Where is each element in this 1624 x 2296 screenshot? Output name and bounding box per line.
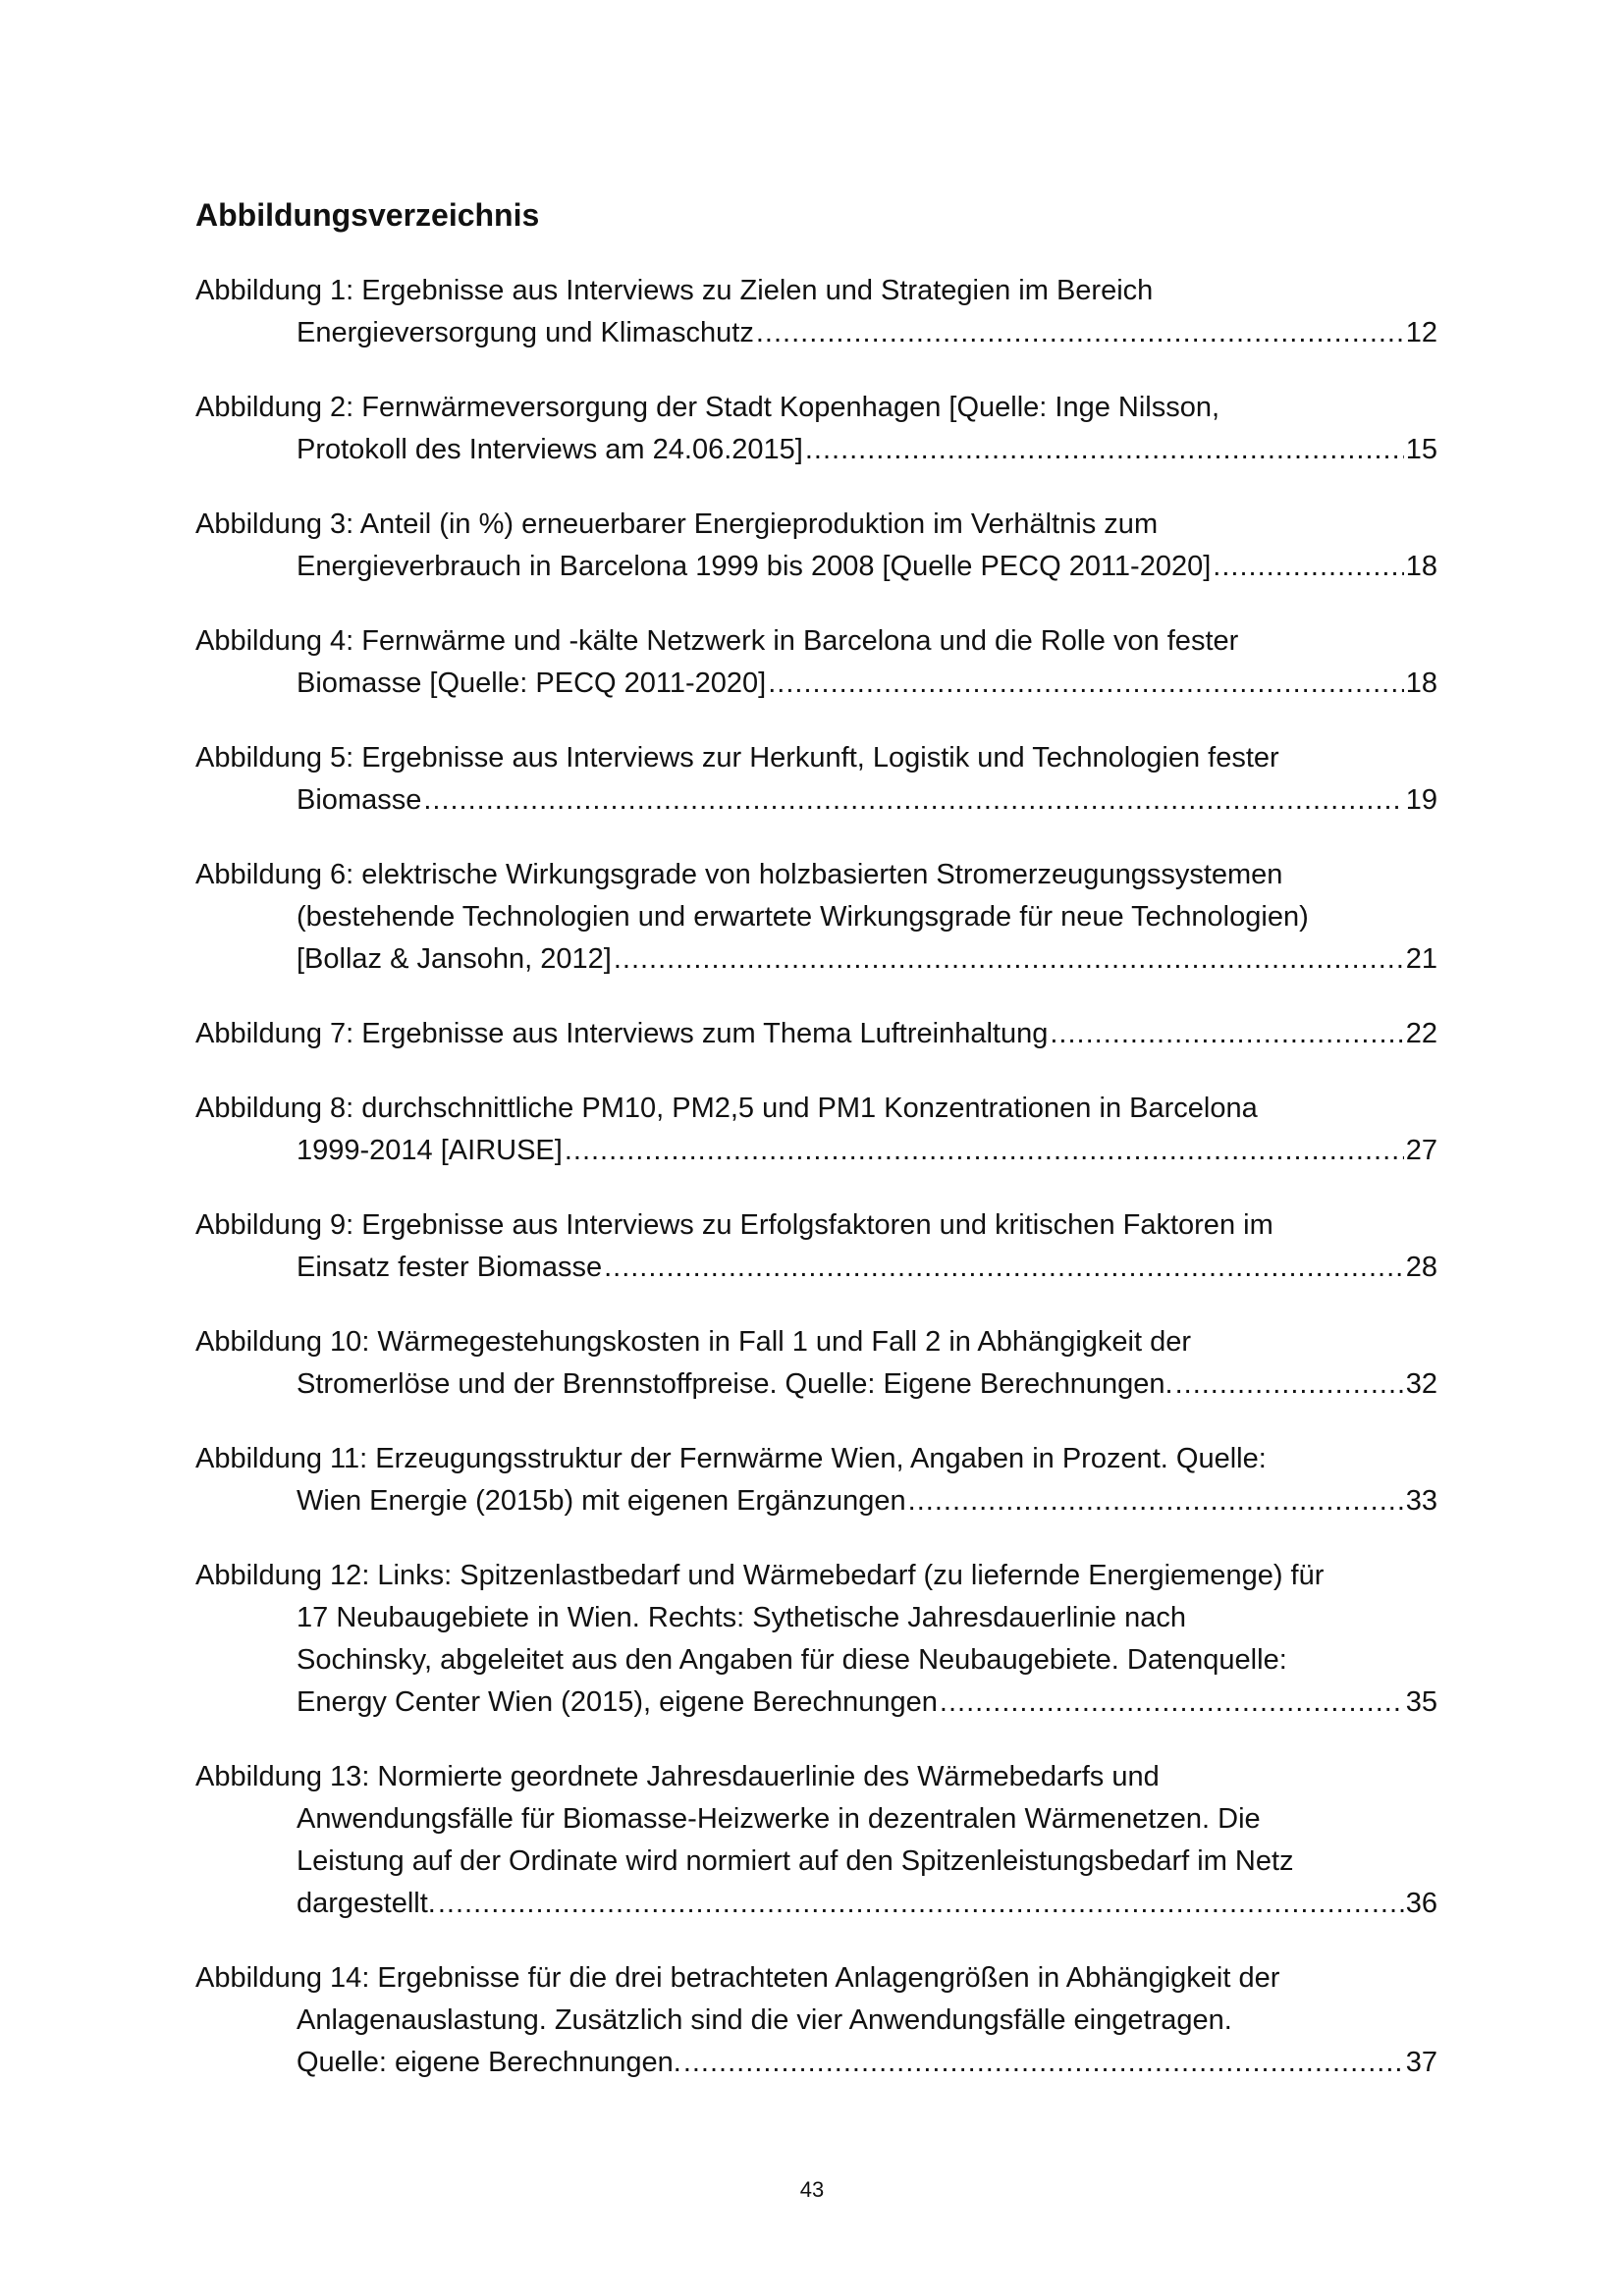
figure-entry[interactable] <box>195 737 1437 822</box>
figure-entry-lastline <box>195 546 1437 588</box>
figure-entry-lastline <box>195 1363 1437 1406</box>
figure-entry-lastline <box>195 1247 1437 1289</box>
dot-leader <box>908 1480 1404 1522</box>
dot-leader <box>768 663 1404 705</box>
figure-entry-text: [Bollaz & Jansohn, 2012] <box>297 943 612 975</box>
figure-page-number[interactable]: 22 <box>1405 1018 1437 1049</box>
figure-entry[interactable] <box>195 1321 1437 1406</box>
figure-entry-text: Energy Center Wien (2015), eigene Berechnungen <box>297 1686 938 1718</box>
figure-entry-line: Abbildung 10: Wärmegestehungskosten in Fall 1 und Fall 2 in Abhängigkeit der <box>195 1326 1192 1358</box>
figure-entry-line: Abbildung 14: Ergebnisse für die drei betrachteten Anlagengrößen in Abhängigkeit der <box>195 1962 1280 1994</box>
figure-page-number[interactable]: 36 <box>1405 1888 1437 1919</box>
figure-entry-line: Abbildung 11: Erzeugungsstruktur der Fernwärme Wien, Angaben in Prozent. Quelle: <box>195 1443 1267 1474</box>
figure-entry-line: Abbildung 8: durchschnittliche PM10, PM2,5 und PM1 Konzentrationen in Barcelona <box>195 1093 1258 1124</box>
figure-entry[interactable] <box>195 1438 1437 1522</box>
dot-leader <box>423 779 1403 822</box>
document-page <box>195 191 1437 2116</box>
figure-entry-line: 17 Neubaugebiete in Wien. Rechts: Sythetische Jahresdauerlinie nach <box>297 1602 1186 1633</box>
figure-entry-text: 1999-2014 [AIRUSE] <box>297 1135 563 1166</box>
figure-entry[interactable] <box>195 270 1437 354</box>
figure-page-number[interactable]: 18 <box>1405 667 1437 699</box>
figure-entry[interactable] <box>195 504 1437 588</box>
figure-entry-text: Biomasse [Quelle: PECQ 2011-2020] <box>297 667 767 699</box>
figure-entry-text: dargestellt. <box>297 1888 436 1919</box>
figure-entry[interactable] <box>195 1555 1437 1724</box>
figure-entry-line: Abbildung 3: Anteil (in %) erneuerbarer Energieproduktion im Verhältnis zum <box>195 508 1159 540</box>
dot-leader <box>940 1682 1404 1724</box>
dot-leader <box>1175 1363 1404 1406</box>
figure-page-number[interactable]: 37 <box>1405 2047 1437 2078</box>
dot-leader <box>614 938 1404 981</box>
figure-entry-text: Energieverbrauch in Barcelona 1999 bis 2008 [Quelle PECQ 2011-2020] <box>297 551 1212 582</box>
figure-entry[interactable] <box>195 1013 1437 1055</box>
figure-entry-lastline <box>195 779 1437 822</box>
figure-entry-line: Leistung auf der Ordinate wird normiert auf den Spitzenleistungsbedarf im Netz <box>297 1845 1294 1877</box>
figure-entry-line: Abbildung 9: Ergebnisse aus Interviews zu Erfolgsfaktoren und kritischen Faktoren im <box>195 1209 1273 1241</box>
figure-entry-text: Biomasse <box>297 784 422 816</box>
figure-list <box>195 270 1437 2084</box>
figure-page-number[interactable]: 28 <box>1405 1252 1437 1283</box>
figure-entry-line: Anlagenauslastung. Zusätzlich sind die vier Anwendungsfälle eingetragen. <box>297 2004 1232 2036</box>
figure-entry-line: Abbildung 5: Ergebnisse aus Interviews zur Herkunft, Logistik und Technologien fester <box>195 742 1279 774</box>
figure-entry-lastline <box>195 2042 1437 2084</box>
dot-leader <box>805 429 1404 471</box>
figure-entry-text: Einsatz fester Biomasse <box>297 1252 603 1283</box>
figure-entry-lastline <box>195 1480 1437 1522</box>
dot-leader <box>604 1247 1404 1289</box>
figure-entry-line: Abbildung 13: Normierte geordnete Jahresdauerlinie des Wärmebedarfs und <box>195 1761 1160 1792</box>
figure-entry-text: Protokoll des Interviews am 24.06.2015] <box>297 434 803 465</box>
figure-entry-lastline <box>195 1883 1437 1925</box>
figure-entry-text: Energieversorgung und Klimaschutz <box>297 317 754 348</box>
figure-entry[interactable] <box>195 854 1437 981</box>
figure-entry[interactable] <box>195 387 1437 471</box>
figure-entry[interactable] <box>195 1756 1437 1925</box>
figure-entry-lastline <box>195 1682 1437 1724</box>
page-heading: Abbildungsverzeichnis <box>195 197 540 233</box>
figure-page-number[interactable]: 21 <box>1405 943 1437 975</box>
figure-entry[interactable] <box>195 1088 1437 1172</box>
figure-entry-line: (bestehende Technologien und erwartete Wirkungsgrade für neue Technologien) <box>297 901 1309 933</box>
figure-page-number[interactable]: 35 <box>1405 1686 1437 1718</box>
figure-page-number[interactable]: 15 <box>1405 434 1437 465</box>
figure-page-number[interactable]: 18 <box>1405 551 1437 582</box>
dot-leader <box>1050 1013 1403 1055</box>
figure-entry[interactable] <box>195 1957 1437 2084</box>
dot-leader <box>756 312 1404 354</box>
figure-entry-lastline <box>195 1130 1437 1172</box>
figure-entry-line: Sochinsky, abgeleitet aus den Angaben für diese Neubaugebiete. Datenquelle: <box>297 1644 1287 1676</box>
figure-entry-text: Wien Energie (2015b) mit eigenen Ergänzungen <box>297 1485 906 1517</box>
page-number: 43 <box>799 2177 825 2202</box>
figure-page-number[interactable]: 19 <box>1405 784 1437 816</box>
figure-page-number[interactable]: 33 <box>1405 1485 1437 1517</box>
figure-page-number[interactable]: 27 <box>1405 1135 1437 1166</box>
figure-entry-line: Abbildung 6: elektrische Wirkungsgrade von holzbasierten Stromerzeugungssystemen <box>195 859 1283 890</box>
figure-page-number[interactable]: 32 <box>1405 1368 1437 1400</box>
figure-entry-lastline <box>195 663 1437 705</box>
figure-entry-line: Abbildung 12: Links: Spitzenlastbedarf und Wärmebedarf (zu liefernde Energiemenge) für <box>195 1560 1325 1591</box>
figure-entry-text: Quelle: eigene Berechnungen. <box>297 2047 681 2078</box>
figure-entry-line: Abbildung 1: Ergebnisse aus Interviews zu Zielen und Strategien im Bereich <box>195 275 1154 306</box>
figure-entry-line: Abbildung 2: Fernwärmeversorgung der Stadt Kopenhagen [Quelle: Inge Nilsson, <box>195 392 1220 423</box>
dot-leader <box>1213 546 1403 588</box>
figure-entry-line: Abbildung 4: Fernwärme und -kälte Netzwerk in Barcelona und die Rolle von fester <box>195 625 1239 657</box>
figure-entry-text: Abbildung 7: Ergebnisse aus Interviews zum Thema Luftreinhaltung <box>195 1018 1049 1049</box>
figure-entry-lastline <box>195 312 1437 354</box>
figure-entry-line: Anwendungsfälle für Biomasse-Heizwerke in dezentralen Wärmenetzen. Die <box>297 1803 1261 1835</box>
figure-page-number[interactable]: 12 <box>1405 317 1437 348</box>
figure-entry-lastline <box>195 938 1437 981</box>
figure-entry-lastline <box>195 1013 1437 1055</box>
figure-entry-text: Stromerlöse und der Brennstoffpreise. Quelle: Eigene Berechnungen. <box>297 1368 1173 1400</box>
dot-leader <box>438 1883 1404 1925</box>
figure-entry[interactable] <box>195 620 1437 705</box>
dot-leader <box>565 1130 1404 1172</box>
dot-leader <box>683 2042 1404 2084</box>
figure-entry[interactable] <box>195 1204 1437 1289</box>
figure-entry-lastline <box>195 429 1437 471</box>
